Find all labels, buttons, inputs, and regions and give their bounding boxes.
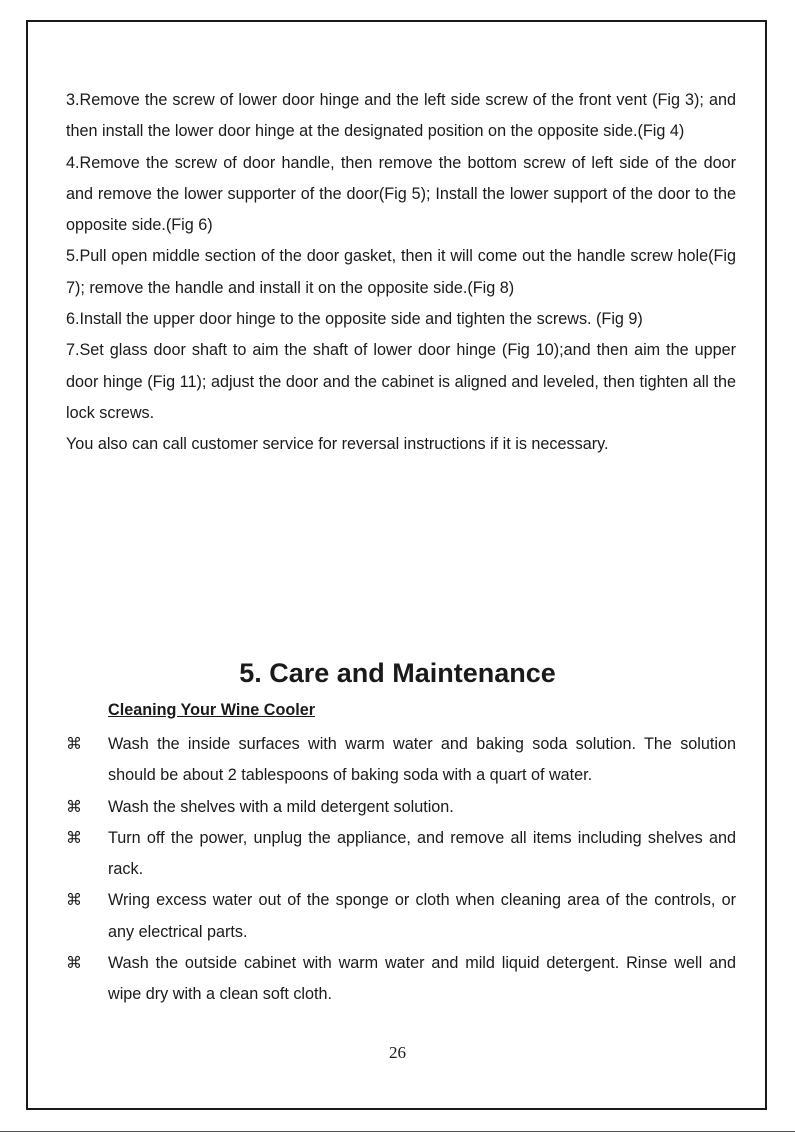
customer-service-note: You also can call customer service for reversal instructions if it is necessary. (66, 435, 609, 454)
step-7: 7.Set glass door shaft to aim the shaft of lower door hinge (Fig 10);and then aim the upper door hinge (Fig 11); adjust the door and the cabinet is aligned and leveled, then tighten all the lock screws. (66, 341, 736, 422)
list-item (66, 823, 736, 886)
command-icon: ⌘ (66, 735, 83, 753)
list-item-text: Wash the inside surfaces with warm water and baking soda solution. The solution should be about 2 tablespoons of baking soda with a quart of water. (108, 735, 736, 785)
list-item-text: Turn off the power, unplug the appliance, and remove all items including shelves and rack. (108, 828, 736, 879)
list-item (66, 885, 736, 948)
step-5: 5.Pull open middle section of the door gasket, then it will come out the handle screw hole(Fig 7); remove the handle and install it on the opposite side.(Fig 8) (66, 247, 736, 297)
command-icon: ⌘ (66, 797, 83, 816)
command-icon: ⌘ (66, 954, 83, 973)
cleaning-list (66, 729, 736, 1011)
bottom-rule (0, 1131, 795, 1132)
section-subtitle: Cleaning Your Wine Cooler (108, 701, 316, 719)
section-title: 5. Care and Maintenance (239, 658, 556, 688)
list-item-text: Wash the outside cabinet with warm water and mild liquid detergent. Rinse well and wipe dry with a clean soft cloth. (108, 954, 736, 1004)
page-number: 26 (389, 1043, 406, 1062)
list-item-text: Wash the shelves with a mild detergent solution. (108, 797, 454, 816)
list-item (66, 729, 736, 792)
list-item (66, 948, 736, 1011)
list-item-text: Wring excess water out of the sponge or cloth when cleaning area of the controls, or any electrical parts. (108, 891, 736, 941)
command-icon: ⌘ (66, 891, 83, 910)
list-item (66, 792, 736, 823)
step-4: 4.Remove the screw of door handle, then remove the bottom screw of left side of the door and remove the lower supporter of the door(Fig 5); Install the lower support of the door to the opposite side.(Fig 6) (66, 153, 736, 235)
reversal-steps (66, 85, 736, 461)
step-6: 6.Install the upper door hinge to the opposite side and tighten the screws. (Fig 9) (66, 310, 643, 329)
command-icon: ⌘ (66, 828, 83, 847)
step-3: 3.Remove the screw of lower door hinge and the left side screw of the front vent (Fig 3); and then install the lower door hinge at the designated position on the opposite side.(Fig 4) (66, 91, 736, 141)
